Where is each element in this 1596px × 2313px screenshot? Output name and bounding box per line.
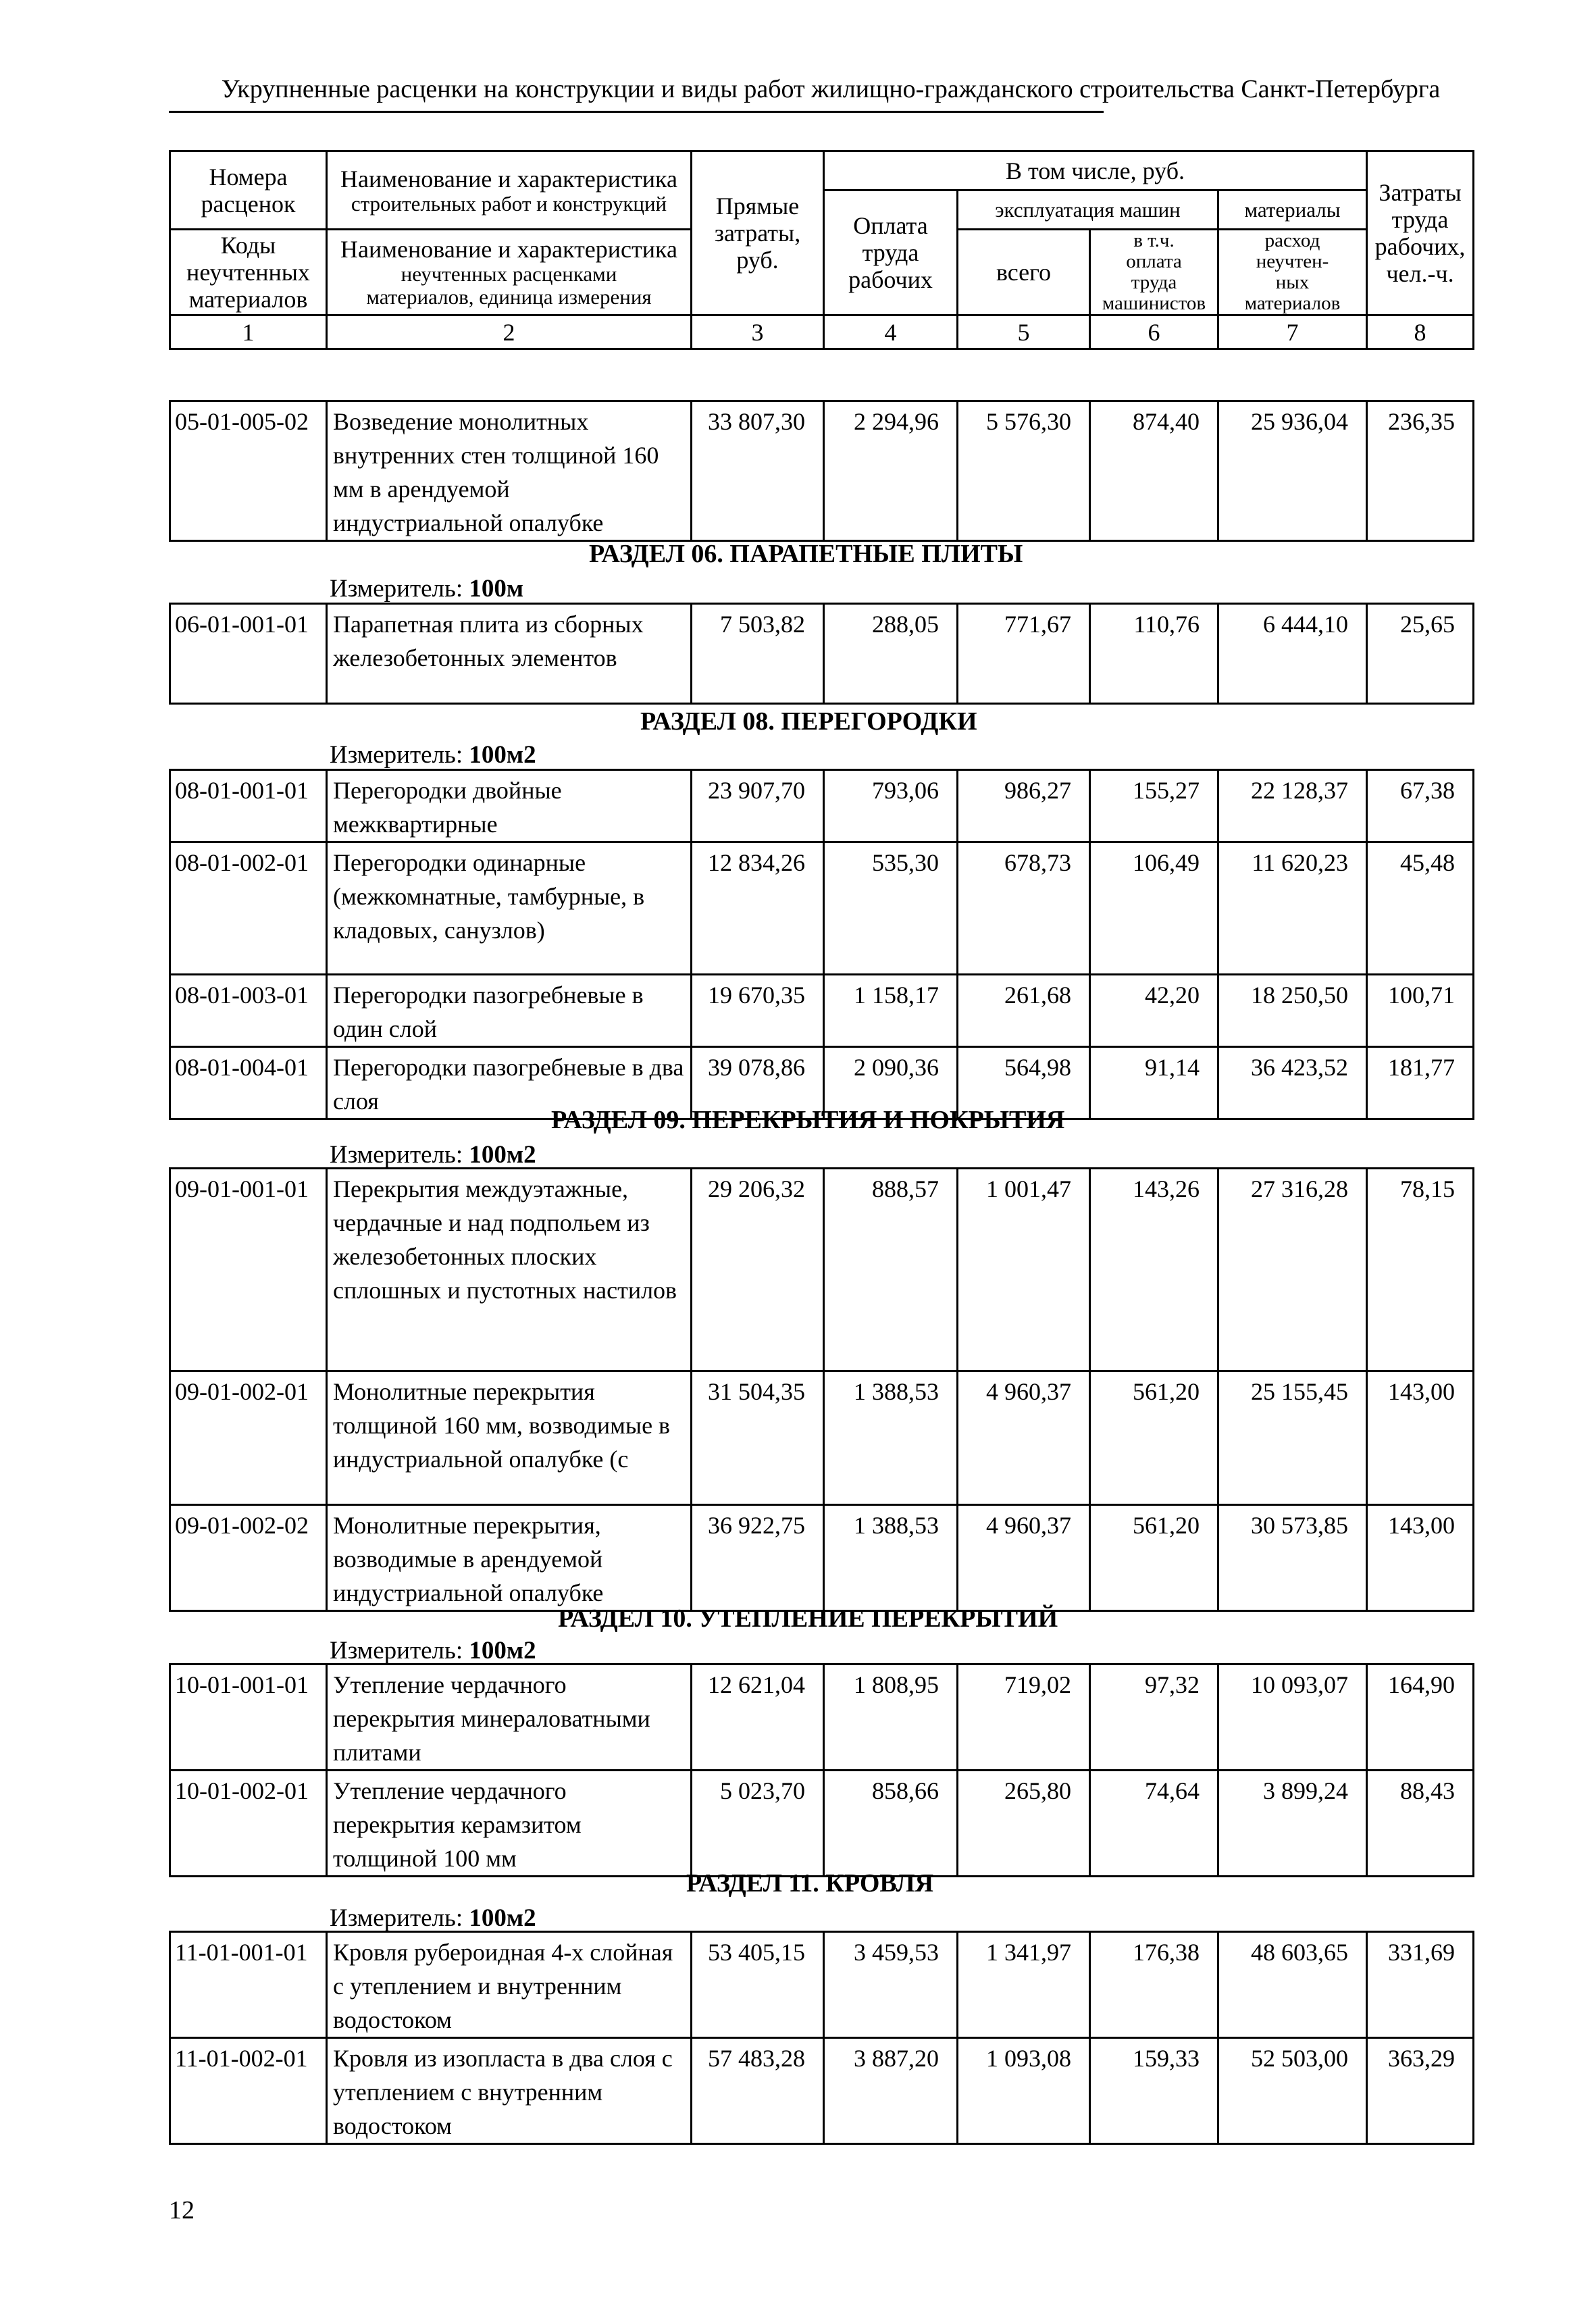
direct-cost: 12 621,04 bbox=[692, 1664, 824, 1771]
direct-cost: 39 078,86 bbox=[692, 1047, 824, 1119]
document-title: Укрупненные расценки на конструкции и виды работ жилищно-гражданского строительства Санкт-Петербурга bbox=[221, 75, 1441, 103]
labor-hours: 25,65 bbox=[1367, 604, 1474, 704]
section-title: РАЗДЕЛ 10. УТЕПЛЕНИЕ ПЕРЕКРЫТИЙ bbox=[558, 1604, 1058, 1633]
column-number: 7 bbox=[1218, 315, 1367, 349]
rate-code: 05-01-005-02 bbox=[170, 401, 327, 541]
machinist-pay: 561,20 bbox=[1090, 1505, 1218, 1611]
header-worker-pay: Оплата труда рабочих bbox=[824, 190, 958, 315]
unit-measure: Измеритель: 100м2 bbox=[330, 1904, 536, 1932]
work-name: Монолитные перекрытия толщиной 160 мм, возводимые в индустриальной опалубке (с bbox=[327, 1371, 692, 1505]
worker-pay: 1 388,53 bbox=[824, 1505, 958, 1611]
labor-hours: 100,71 bbox=[1367, 975, 1474, 1047]
labor-hours: 78,15 bbox=[1367, 1169, 1474, 1371]
machinist-pay: 97,32 bbox=[1090, 1664, 1218, 1771]
machinist-pay: 143,26 bbox=[1090, 1169, 1218, 1371]
work-name: Парапетная плита из сборных железобетонных элементов bbox=[327, 604, 692, 704]
direct-cost: 53 405,15 bbox=[692, 1932, 824, 2038]
worker-pay: 2 294,96 bbox=[824, 401, 958, 541]
direct-cost: 23 907,70 bbox=[692, 770, 824, 842]
machines-total: 5 576,30 bbox=[958, 401, 1090, 541]
rate-code: 11-01-002-01 bbox=[170, 2038, 327, 2144]
machines-total: 1 341,97 bbox=[958, 1932, 1090, 2038]
worker-pay: 288,05 bbox=[824, 604, 958, 704]
materials-cost: 27 316,28 bbox=[1218, 1169, 1367, 1371]
materials-cost: 22 128,37 bbox=[1218, 770, 1367, 842]
direct-cost: 57 483,28 bbox=[692, 2038, 824, 2144]
table-row bbox=[170, 1371, 1474, 1505]
column-number: 8 bbox=[1367, 315, 1474, 349]
table-row bbox=[170, 1664, 1474, 1771]
rates-table-06 bbox=[169, 603, 1474, 705]
direct-cost: 19 670,35 bbox=[692, 975, 824, 1047]
work-name: Монолитные перекрытия, возводимые в арендуемой индустриальной опалубке bbox=[327, 1505, 692, 1611]
direct-cost: 36 922,75 bbox=[692, 1505, 824, 1611]
rate-code: 11-01-001-01 bbox=[170, 1932, 327, 2038]
column-number: 4 bbox=[824, 315, 958, 349]
machines-total: 261,68 bbox=[958, 975, 1090, 1047]
column-number: 2 bbox=[327, 315, 692, 349]
rate-code: 08-01-001-01 bbox=[170, 770, 327, 842]
machinist-pay: 74,64 bbox=[1090, 1771, 1218, 1877]
work-name: Кровля рубероидная 4-х слойная с утеплением и внутренним водостоком bbox=[327, 1932, 692, 2038]
machines-total: 4 960,37 bbox=[958, 1505, 1090, 1611]
worker-pay: 2 090,36 bbox=[824, 1047, 958, 1119]
table-row bbox=[170, 770, 1474, 842]
header-labor-hours: Затраты труда рабочих, чел.-ч. bbox=[1367, 151, 1474, 315]
column-number: 1 bbox=[170, 315, 327, 349]
rate-code: 10-01-001-01 bbox=[170, 1664, 327, 1771]
machinist-pay: 91,14 bbox=[1090, 1047, 1218, 1119]
column-header-table bbox=[169, 150, 1474, 350]
worker-pay: 535,30 bbox=[824, 842, 958, 975]
materials-cost: 36 423,52 bbox=[1218, 1047, 1367, 1119]
labor-hours: 143,00 bbox=[1367, 1371, 1474, 1505]
machines-total: 265,80 bbox=[958, 1771, 1090, 1877]
rate-code: 08-01-002-01 bbox=[170, 842, 327, 975]
materials-cost: 10 093,07 bbox=[1218, 1664, 1367, 1771]
direct-cost: 33 807,30 bbox=[692, 401, 824, 541]
unit-measure: Измеритель: 100м bbox=[330, 575, 524, 603]
labor-hours: 331,69 bbox=[1367, 1932, 1474, 2038]
direct-cost: 5 023,70 bbox=[692, 1771, 824, 1877]
table-row bbox=[170, 842, 1474, 975]
work-name: Кровля из изопласта в два слоя с утеплением с внутренним водостоком bbox=[327, 2038, 692, 2144]
column-number: 3 bbox=[692, 315, 824, 349]
materials-cost: 25 155,45 bbox=[1218, 1371, 1367, 1505]
materials-cost: 25 936,04 bbox=[1218, 401, 1367, 541]
work-name: Утепление чердачного перекрытия керамзитом толщиной 100 мм bbox=[327, 1771, 692, 1877]
work-name: Перегородки двойные межквартирные bbox=[327, 770, 692, 842]
machinist-pay: 561,20 bbox=[1090, 1371, 1218, 1505]
rates-table-08 bbox=[169, 769, 1474, 1120]
direct-cost: 7 503,82 bbox=[692, 604, 824, 704]
labor-hours: 143,00 bbox=[1367, 1505, 1474, 1611]
table-row bbox=[170, 1169, 1474, 1371]
machines-total: 986,27 bbox=[958, 770, 1090, 842]
worker-pay: 1 388,53 bbox=[824, 1371, 958, 1505]
labor-hours: 88,43 bbox=[1367, 1771, 1474, 1877]
machines-total: 564,98 bbox=[958, 1047, 1090, 1119]
materials-cost: 52 503,00 bbox=[1218, 2038, 1367, 2144]
rate-code: 08-01-003-01 bbox=[170, 975, 327, 1047]
worker-pay: 888,57 bbox=[824, 1169, 958, 1371]
machinist-pay: 874,40 bbox=[1090, 401, 1218, 541]
header-unaccounted-codes: Коды неучтенных материалов bbox=[170, 230, 327, 315]
table-row bbox=[170, 1771, 1474, 1877]
header-machine-operation: эксплуатация машин bbox=[958, 190, 1218, 230]
header-material-consumption: расход неучтен- ных материалов bbox=[1218, 230, 1367, 315]
header-unaccounted-names: Наименование и характеристика неучтенных расценками материалов, единица измерения bbox=[327, 230, 692, 315]
worker-pay: 1 808,95 bbox=[824, 1664, 958, 1771]
unit-measure: Измеритель: 100м2 bbox=[330, 741, 536, 769]
table-row bbox=[170, 975, 1474, 1047]
machines-total: 4 960,37 bbox=[958, 1371, 1090, 1505]
section-title: РАЗДЕЛ 09. ПЕРЕКРЫТИЯ И ПОКРЫТИЯ bbox=[551, 1106, 1065, 1134]
worker-pay: 1 158,17 bbox=[824, 975, 958, 1047]
header-machines-total: всего bbox=[958, 230, 1090, 315]
rate-code: 09-01-002-01 bbox=[170, 1371, 327, 1505]
header-work-name: Наименование и характеристика строительных работ и конструкций bbox=[327, 151, 692, 230]
rates-table-10 bbox=[169, 1663, 1474, 1877]
column-number: 6 bbox=[1090, 315, 1218, 349]
worker-pay: 793,06 bbox=[824, 770, 958, 842]
header-machinist-pay: в т.ч. оплата труда машинистов bbox=[1090, 230, 1218, 315]
machinist-pay: 159,33 bbox=[1090, 2038, 1218, 2144]
table-row bbox=[170, 604, 1474, 704]
labor-hours: 363,29 bbox=[1367, 2038, 1474, 2144]
table-row bbox=[170, 1505, 1474, 1611]
table-row bbox=[170, 401, 1474, 541]
rates-table-05 bbox=[169, 400, 1474, 542]
materials-cost: 30 573,85 bbox=[1218, 1505, 1367, 1611]
unit-measure: Измеритель: 100м2 bbox=[330, 1141, 536, 1169]
labor-hours: 45,48 bbox=[1367, 842, 1474, 975]
direct-cost: 31 504,35 bbox=[692, 1371, 824, 1505]
work-name: Перекрытия междуэтажные, чердачные и над подпольем из железобетонных плоских сплошных и пустотных настилов bbox=[327, 1169, 692, 1371]
machines-total: 1 001,47 bbox=[958, 1169, 1090, 1371]
work-name: Перегородки пазогребневые в два слоя bbox=[327, 1047, 692, 1119]
rate-code: 08-01-004-01 bbox=[170, 1047, 327, 1119]
materials-cost: 11 620,23 bbox=[1218, 842, 1367, 975]
section-title: РАЗДЕЛ 08. ПЕРЕГОРОДКИ bbox=[640, 707, 977, 736]
direct-cost: 29 206,32 bbox=[692, 1169, 824, 1371]
worker-pay: 3 459,53 bbox=[824, 1932, 958, 2038]
work-name: Возведение монолитных внутренних стен толщиной 160 мм в арендуемой индустриальной опалубке bbox=[327, 401, 692, 541]
machinist-pay: 106,49 bbox=[1090, 842, 1218, 975]
header-including-group: В том числе, руб. bbox=[824, 151, 1367, 190]
machines-total: 678,73 bbox=[958, 842, 1090, 975]
machinist-pay: 42,20 bbox=[1090, 975, 1218, 1047]
table-row bbox=[170, 2038, 1474, 2144]
materials-cost: 3 899,24 bbox=[1218, 1771, 1367, 1877]
header-direct-costs: Прямые затраты, руб. bbox=[692, 151, 824, 315]
materials-cost: 6 444,10 bbox=[1218, 604, 1367, 704]
section-title: РАЗДЕЛ 06. ПАРАПЕТНЫЕ ПЛИТЫ bbox=[589, 540, 1023, 568]
section-title: РАЗДЕЛ 11. КРОВЛЯ bbox=[686, 1869, 934, 1898]
machines-total: 1 093,08 bbox=[958, 2038, 1090, 2144]
labor-hours: 236,35 bbox=[1367, 401, 1474, 541]
unit-measure: Измеритель: 100м2 bbox=[330, 1637, 536, 1664]
machinist-pay: 155,27 bbox=[1090, 770, 1218, 842]
direct-cost: 12 834,26 bbox=[692, 842, 824, 975]
work-name: Утепление чердачного перекрытия минераловатными плитами bbox=[327, 1664, 692, 1771]
work-name: Перегородки пазогребневые в один слой bbox=[327, 975, 692, 1047]
machinist-pay: 110,76 bbox=[1090, 604, 1218, 704]
machines-total: 771,67 bbox=[958, 604, 1090, 704]
labor-hours: 67,38 bbox=[1367, 770, 1474, 842]
work-name: Перегородки одинарные (межкомнатные, тамбурные, в кладовых, санузлов) bbox=[327, 842, 692, 975]
materials-cost: 48 603,65 bbox=[1218, 1932, 1367, 2038]
machinist-pay: 176,38 bbox=[1090, 1932, 1218, 2038]
materials-cost: 18 250,50 bbox=[1218, 975, 1367, 1047]
header-rate-number: Номера расценок bbox=[170, 151, 327, 230]
table-row bbox=[170, 1932, 1474, 2038]
rate-code: 09-01-002-02 bbox=[170, 1505, 327, 1611]
rate-code: 10-01-002-01 bbox=[170, 1771, 327, 1877]
rates-table-11 bbox=[169, 1931, 1474, 2145]
labor-hours: 164,90 bbox=[1367, 1664, 1474, 1771]
page-number: 12 bbox=[169, 2196, 195, 2225]
rate-code: 09-01-001-01 bbox=[170, 1169, 327, 1371]
title-underline bbox=[169, 111, 1104, 113]
column-numbers-row bbox=[170, 315, 1474, 349]
header-materials: материалы bbox=[1218, 190, 1367, 230]
worker-pay: 858,66 bbox=[824, 1771, 958, 1877]
rates-table-09 bbox=[169, 1167, 1474, 1612]
rate-code: 06-01-001-01 bbox=[170, 604, 327, 704]
machines-total: 719,02 bbox=[958, 1664, 1090, 1771]
worker-pay: 3 887,20 bbox=[824, 2038, 958, 2144]
labor-hours: 181,77 bbox=[1367, 1047, 1474, 1119]
column-number: 5 bbox=[958, 315, 1090, 349]
